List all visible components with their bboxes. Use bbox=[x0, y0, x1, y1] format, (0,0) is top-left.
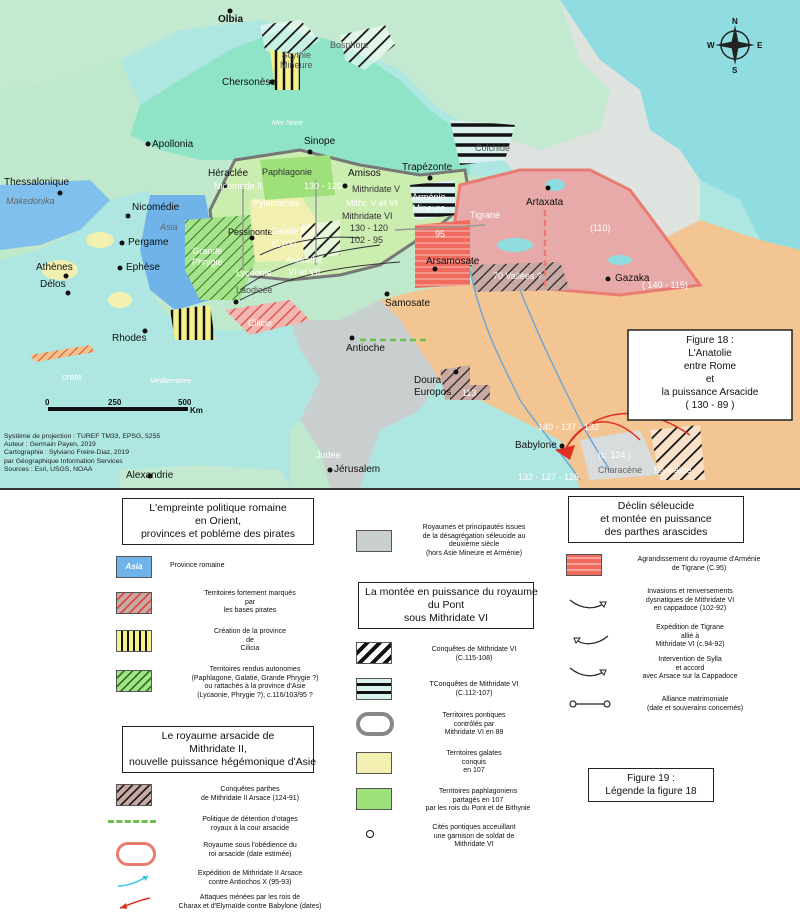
region-c124: (c. 124 ) bbox=[598, 450, 632, 460]
credit-line: par Géographique Information Services bbox=[4, 457, 123, 465]
legend-galates: Territoires galates conquis en 107 bbox=[446, 750, 502, 774]
compass-n: N bbox=[732, 17, 738, 26]
swatch-province bbox=[116, 556, 152, 578]
compass-e: E bbox=[757, 41, 763, 50]
babylone-dates-2: 132 - 127 - 126 bbox=[518, 472, 580, 482]
label-doura: Doura Europos bbox=[414, 375, 452, 398]
region-characene: Characène bbox=[598, 465, 643, 475]
region-70-vallees: 70 Vallées ? bbox=[493, 271, 542, 281]
label-alexandrie: Alexandrie bbox=[126, 470, 174, 481]
legend-box-declin: Déclin séleucide et montée en puissance des parthes arascides bbox=[568, 496, 744, 543]
label-rhodes: Rhodes bbox=[112, 333, 147, 344]
scale-unit: Km bbox=[190, 406, 203, 415]
legend-box-arsacide: Le royaume arsacide de Mithridate II, nouvelle puissance hégémonique d'Asie bbox=[122, 726, 314, 773]
legend-attaques: Attaques ménées par les rois de Charax et d'Elymaïde contre Babylone (dates) bbox=[178, 894, 322, 910]
swatch-parthes bbox=[116, 784, 152, 806]
region-nicomede: Nicomède II bbox=[214, 181, 263, 191]
label-trapezonte: Trapézonte bbox=[402, 162, 453, 173]
label-antioche: Antioche bbox=[346, 343, 385, 354]
region-mithridate-v: Mithridate V bbox=[352, 184, 401, 194]
swatch-royaumes-seleucides bbox=[356, 530, 392, 552]
region-dates1: 130 - 120 bbox=[304, 181, 343, 191]
label-ephese: Ephèse bbox=[126, 262, 160, 273]
region-grande-phrygie: Grande Phrygie bbox=[192, 246, 223, 267]
legend-expedition-mith: Expédition de Mithridate II Arsace contre Antiochos X (95-93) bbox=[197, 870, 303, 886]
label-pessinonte: Pessinonte bbox=[228, 227, 273, 237]
label-chersonese: Chersonèse bbox=[222, 77, 276, 88]
swatch-sylla-arrow bbox=[568, 662, 612, 682]
region-113: 113 bbox=[462, 388, 477, 398]
region-mediterranee: Méditerranée bbox=[150, 378, 192, 385]
region-110: (110) bbox=[590, 223, 611, 233]
region-dates2: 130 - 120 bbox=[350, 223, 389, 233]
legend-pontiques-89: Territoires pontiques contrôlés par Mithridate VI en 89 bbox=[442, 712, 506, 736]
legend-parthes: Conquêtes parthes de Mithridate II Arsace (124-91) bbox=[200, 786, 300, 802]
compass-s: S bbox=[732, 66, 738, 75]
swatch-invasions-arrow bbox=[568, 594, 612, 614]
region-asia: Asia bbox=[160, 222, 178, 232]
scale-mid: 250 bbox=[108, 398, 122, 407]
swatch-galates bbox=[356, 752, 392, 774]
swatch-expedition-cyan-arrow bbox=[116, 872, 152, 890]
legend-royaumes-seleucides: Royaumes et principautés issues de la désagrégation séleucide au deuxième siècle (hors Asie Mineure et Arménie) bbox=[422, 524, 526, 557]
legend-conq-112: TConquêtes de Mithridate VI (C.112-107) bbox=[429, 681, 519, 697]
credit-line: Cartographie : Sylviano Freire-Diaz, 2019 bbox=[4, 449, 130, 457]
swatch-alliance-line bbox=[568, 698, 612, 710]
babylone-dates: 140 - 137 - 132 bbox=[538, 422, 600, 432]
region-crete: crete bbox=[62, 372, 83, 382]
swatch-paphlagoniens bbox=[356, 788, 392, 810]
label-heraclee: Héraclée bbox=[208, 168, 249, 179]
legend-otages: Politique de détention d'otages royaux à la cour arsacide bbox=[202, 816, 298, 832]
region-judee: Judée bbox=[316, 450, 341, 460]
region-galatie: Galatie bbox=[270, 226, 299, 236]
legend-sylla: Intervention de Sylla et accord avec Arsace sur la Cappadoce bbox=[642, 656, 738, 680]
figure18-title: Figure 18 : L'Anatolie entre Rome et la puissance Arsacide ( 130 - 89 ) bbox=[661, 335, 759, 411]
label-athenes: Athènes bbox=[36, 262, 73, 273]
legend bbox=[0, 490, 800, 916]
region-mer-noire: Mer Noire bbox=[272, 120, 303, 127]
region-mithridate-vi: Mithridate VI bbox=[342, 211, 393, 221]
legend-exp-tigrane: Expédition de Tigrane allié à Mithridate VI (c.94-92) bbox=[655, 624, 725, 648]
legend-autonomes: Territoires rendus autonomes (Paphlagone, Galatie, Grande Phrygie ?) ou rattachés à la province d'Asie (Lycaonie, Phrygie ?), c.116/103/95 ? bbox=[191, 666, 319, 699]
swatch-pontiques-89 bbox=[356, 712, 394, 736]
region-bosphore: Bosphore bbox=[330, 40, 369, 50]
legend-invasions: Invasions et renversements dysnatiques de Mithridate VI en cappadoce (102-92) bbox=[645, 588, 735, 612]
label-pergame: Pergame bbox=[128, 237, 169, 248]
legend-cites: Cités pontiques acceuillant une garnison de soldat de Mithridate VI bbox=[432, 824, 516, 848]
region-lycaonie: Lycaonie bbox=[236, 268, 272, 278]
swatch-royaume bbox=[116, 842, 156, 866]
region-95: 95 bbox=[435, 229, 446, 239]
label-babylone: Babylone bbox=[515, 440, 557, 451]
scale-max: 500 bbox=[178, 398, 192, 407]
legend-box-rome: L'empreinte politique romaine en Orient, provinces et pobléme des pirates bbox=[122, 498, 314, 545]
region-pylaimenes: Pylaimenes bbox=[253, 198, 300, 208]
region-cilicie: Cilicie bbox=[248, 318, 273, 328]
region-paphlagonie: Paphlagonie bbox=[262, 167, 313, 177]
label-sinope: Sinope bbox=[304, 136, 336, 147]
region-mithr-v-vi: Mithr. V et VI bbox=[346, 198, 398, 208]
legend-paphlagoniens: Territoires paphlagoniens partagés en 107 par les rois du Pont et de Bithynie bbox=[425, 788, 531, 812]
region-elymaide: Elymaïde bbox=[654, 465, 692, 475]
label-apollonia: Apollonia bbox=[152, 139, 194, 150]
region-colchide: Colchide bbox=[475, 143, 511, 153]
label-artaxata: Artaxata bbox=[526, 197, 564, 208]
swatch-conq-115 bbox=[356, 642, 392, 664]
label-nicomedie: Nicomédie bbox=[132, 202, 180, 213]
legend-pirates: Territoires fortement marqués par les bases pirates bbox=[204, 590, 296, 614]
legend-tigrane: Agrandissement du royaume d'Arménie de Tigrane (C.95) bbox=[637, 556, 761, 572]
credit-line: Sources : Esri, USGS, NOAA bbox=[4, 465, 93, 473]
label-olbia: Olbia bbox=[218, 14, 244, 25]
label-thessalonique: Thessalonique bbox=[4, 177, 70, 188]
credit-line: Auteur : Germain Payen, 2019 bbox=[4, 441, 96, 449]
region-ariarathe: Ariarathe VI et VII bbox=[286, 255, 323, 277]
swatch-tigrane-arrow bbox=[568, 630, 612, 650]
figure19-box: Figure 19 : Légende la figure 18 bbox=[588, 768, 714, 802]
region-macedonia: Makedonika bbox=[6, 196, 55, 206]
label-jerusalem: Jérusalem bbox=[334, 464, 381, 475]
label-delos: Délos bbox=[40, 279, 66, 290]
compass-w: W bbox=[707, 41, 715, 50]
region-140-115: ( 140 - 115) bbox=[642, 280, 688, 290]
legend-box-pont: La montée en puissance du royaume du Pont sous Mithridate VI bbox=[358, 582, 534, 629]
label-arsamosate: Arsamosate bbox=[426, 256, 480, 267]
region-c100: C.100 bbox=[272, 239, 297, 249]
legend-province: Province romaine bbox=[170, 562, 225, 569]
label-amisos: Amisos bbox=[348, 168, 381, 179]
legend-cilicia: Création de la province de Cilicia bbox=[214, 628, 286, 652]
swatch-tigrane bbox=[566, 554, 602, 576]
region-dates3: 102 - 95 bbox=[350, 235, 384, 245]
region-scythie: Scythie Mineure bbox=[280, 50, 313, 70]
swatch-pirates bbox=[116, 592, 152, 614]
swatch-attaques-red-arrow bbox=[116, 894, 152, 912]
region-tigrane: Tigrane bbox=[470, 210, 501, 220]
swatch-cilicia bbox=[116, 630, 152, 652]
swatch-cites bbox=[366, 830, 374, 838]
swatch-asia-label: Asia bbox=[125, 562, 143, 571]
legend-alliance: Alliance matrimoniale (date et souverains concernés) bbox=[646, 696, 744, 712]
label-laodicee: Laodicée bbox=[236, 285, 273, 295]
legend-royaume: Royaume sous l'obédience du roi arsacide (date estimée) bbox=[203, 842, 297, 858]
swatch-conq-112 bbox=[356, 678, 392, 700]
legend-conq-115: Conquêtes de Mithridate VI (C.115-108) bbox=[431, 646, 517, 662]
scale-zero: 0 bbox=[45, 398, 50, 407]
credits bbox=[4, 433, 160, 474]
credit-line: Système de projection : TUREF TM33, EPSG, 5255 bbox=[4, 433, 161, 440]
label-samosate: Samosate bbox=[385, 298, 431, 309]
region-armenie-mineure: Arménie Mineure bbox=[412, 192, 446, 213]
swatch-otages bbox=[108, 820, 156, 823]
swatch-autonomes bbox=[116, 670, 152, 692]
label-gazaka: Gazaka bbox=[615, 273, 650, 284]
